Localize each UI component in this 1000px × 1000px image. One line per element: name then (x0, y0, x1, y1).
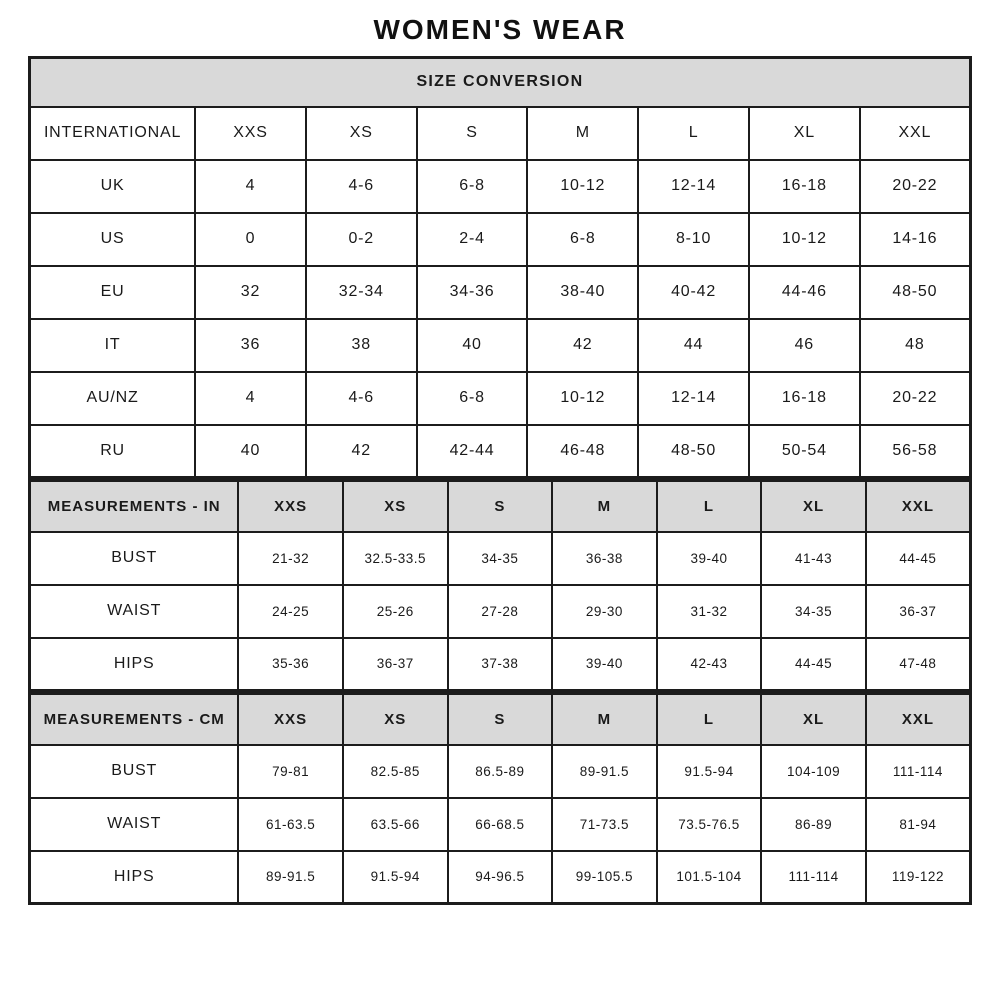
cell: 36-38 (552, 532, 657, 585)
cell: 48-50 (638, 425, 749, 478)
cell: 6-8 (417, 160, 528, 213)
table-row (30, 160, 971, 213)
table-row (30, 266, 971, 319)
cell: 91.5-94 (343, 851, 448, 904)
cell: 111-114 (866, 745, 971, 798)
cell: 36-37 (343, 638, 448, 691)
cell: 0 (195, 213, 306, 266)
column-header: INTERNATIONAL (30, 107, 196, 160)
cell: 39-40 (657, 532, 762, 585)
cell: 86.5-89 (448, 745, 553, 798)
table-row (30, 532, 971, 585)
cell: 32-34 (306, 266, 417, 319)
cell: 40-42 (638, 266, 749, 319)
cell: 12-14 (638, 160, 749, 213)
cell: 14-16 (860, 213, 971, 266)
cell: 63.5-66 (343, 798, 448, 851)
cell: 46 (749, 319, 860, 372)
cell: 101.5-104 (657, 851, 762, 904)
table-row (30, 638, 971, 691)
column-header: L (657, 481, 762, 532)
row-label: US (30, 213, 196, 266)
cell: 42 (527, 319, 638, 372)
table-row (30, 213, 971, 266)
column-header: M (527, 107, 638, 160)
cell: 34-35 (761, 585, 866, 638)
column-header: S (448, 694, 553, 745)
cell: 32 (195, 266, 306, 319)
cell: 91.5-94 (657, 745, 762, 798)
cell: 89-91.5 (238, 851, 343, 904)
row-label: BUST (30, 745, 239, 798)
cell: 10-12 (527, 372, 638, 425)
cell: 4 (195, 160, 306, 213)
column-header: S (417, 107, 528, 160)
cell: 2-4 (417, 213, 528, 266)
column-header: XXS (238, 481, 343, 532)
table-row (30, 851, 971, 904)
cell: 0-2 (306, 213, 417, 266)
cell: 38-40 (527, 266, 638, 319)
cell: 35-36 (238, 638, 343, 691)
cell: 16-18 (749, 372, 860, 425)
row-label: AU/NZ (30, 372, 196, 425)
row-label: EU (30, 266, 196, 319)
cell: 37-38 (448, 638, 553, 691)
cell: 31-32 (657, 585, 762, 638)
column-header: XXL (866, 481, 971, 532)
cell: 38 (306, 319, 417, 372)
measurements-in-table (28, 479, 972, 692)
cell: 39-40 (552, 638, 657, 691)
column-header: XS (343, 694, 448, 745)
table-title: MEASUREMENTS - CM (30, 694, 239, 745)
cell: 40 (417, 319, 528, 372)
column-header: S (448, 481, 553, 532)
column-header: XL (749, 107, 860, 160)
cell: 79-81 (238, 745, 343, 798)
cell: 48-50 (860, 266, 971, 319)
table-title: SIZE CONVERSION (30, 58, 971, 107)
cell: 36-37 (866, 585, 971, 638)
cell: 50-54 (749, 425, 860, 478)
cell: 94-96.5 (448, 851, 553, 904)
table-row (30, 107, 971, 160)
column-header: L (657, 694, 762, 745)
cell: 20-22 (860, 160, 971, 213)
cell: 48 (860, 319, 971, 372)
column-header: XXS (195, 107, 306, 160)
cell: 32.5-33.5 (343, 532, 448, 585)
cell: 4-6 (306, 160, 417, 213)
cell: 81-94 (866, 798, 971, 851)
table-row (30, 372, 971, 425)
cell: 40 (195, 425, 306, 478)
cell: 36 (195, 319, 306, 372)
cell: 41-43 (761, 532, 866, 585)
cell: 44-45 (761, 638, 866, 691)
cell: 12-14 (638, 372, 749, 425)
cell: 99-105.5 (552, 851, 657, 904)
column-header: XXS (238, 694, 343, 745)
table-row (30, 481, 971, 532)
table-row (30, 319, 971, 372)
column-header: XXL (866, 694, 971, 745)
size-conversion-table (28, 56, 972, 479)
table-row (30, 798, 971, 851)
cell: 20-22 (860, 372, 971, 425)
cell: 34-35 (448, 532, 553, 585)
table-row (30, 585, 971, 638)
row-label: IT (30, 319, 196, 372)
cell: 89-91.5 (552, 745, 657, 798)
column-header: XS (343, 481, 448, 532)
cell: 42 (306, 425, 417, 478)
cell: 8-10 (638, 213, 749, 266)
cell: 82.5-85 (343, 745, 448, 798)
cell: 46-48 (527, 425, 638, 478)
cell: 66-68.5 (448, 798, 553, 851)
column-header: XS (306, 107, 417, 160)
cell: 42-44 (417, 425, 528, 478)
cell: 119-122 (866, 851, 971, 904)
page-title: WOMEN'S WEAR (373, 14, 627, 45)
cell: 4 (195, 372, 306, 425)
column-header: XL (761, 481, 866, 532)
cell: 73.5-76.5 (657, 798, 762, 851)
measurements-cm-table (28, 692, 972, 905)
row-label: WAIST (30, 798, 239, 851)
cell: 44-46 (749, 266, 860, 319)
column-header: L (638, 107, 749, 160)
table-row (30, 694, 971, 745)
column-header: M (552, 694, 657, 745)
cell: 21-32 (238, 532, 343, 585)
row-label: HIPS (30, 638, 239, 691)
cell: 34-36 (417, 266, 528, 319)
cell: 71-73.5 (552, 798, 657, 851)
row-label: UK (30, 160, 196, 213)
row-label: HIPS (30, 851, 239, 904)
cell: 27-28 (448, 585, 553, 638)
cell: 44 (638, 319, 749, 372)
column-header: XL (761, 694, 866, 745)
cell: 86-89 (761, 798, 866, 851)
cell: 6-8 (417, 372, 528, 425)
cell: 29-30 (552, 585, 657, 638)
table-row (30, 58, 971, 107)
cell: 47-48 (866, 638, 971, 691)
column-header: M (552, 481, 657, 532)
cell: 6-8 (527, 213, 638, 266)
cell: 44-45 (866, 532, 971, 585)
cell: 56-58 (860, 425, 971, 478)
cell: 10-12 (527, 160, 638, 213)
cell: 61-63.5 (238, 798, 343, 851)
row-label: BUST (30, 532, 239, 585)
table-row (30, 745, 971, 798)
cell: 4-6 (306, 372, 417, 425)
cell: 25-26 (343, 585, 448, 638)
row-label: RU (30, 425, 196, 478)
cell: 10-12 (749, 213, 860, 266)
table-title: MEASUREMENTS - IN (30, 481, 239, 532)
table-row (30, 425, 971, 478)
cell: 104-109 (761, 745, 866, 798)
cell: 24-25 (238, 585, 343, 638)
cell: 42-43 (657, 638, 762, 691)
column-header: XXL (860, 107, 971, 160)
cell: 16-18 (749, 160, 860, 213)
row-label: WAIST (30, 585, 239, 638)
cell: 111-114 (761, 851, 866, 904)
